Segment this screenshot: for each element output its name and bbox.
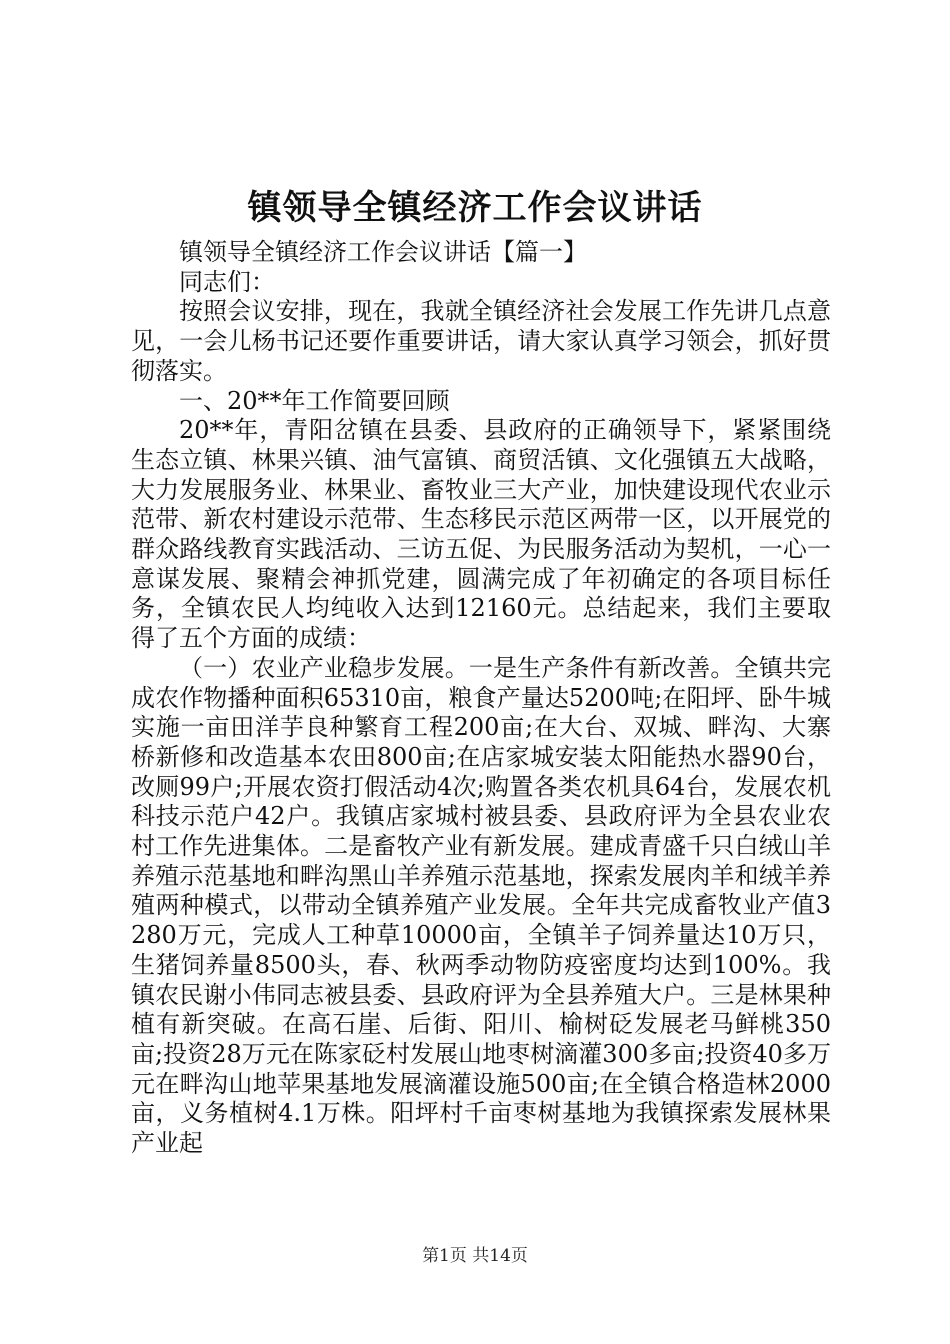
paragraph: （一）农业产业稳步发展。一是生产条件有新改善。全镇共完成农作物播种面积65310亩，粮食产量达5200吨;在阳坪、卧牛城实施一亩田洋芋良种繁育工程200亩;在大台、双城、畔沟、大寨桥新修和改造基本农田800亩;在店家城安装太阳能热水器90台，改厕99户;开展农资打假活动4次;购置各类农机具64台，发展农机科技示范户42户。我镇店家城村被县委、县政府评为全县农业农村工作先进集体。二是畜牧产业有新发展。建成青盛千只白绒山羊养殖示范基地和畔沟黑山羊养殖示范基地，探索发展肉羊和绒羊养殖两种模式，以带动全镇养殖产业发展。全年共完成畜牧业产值3280万元，完成人工种草10000亩，全镇羊子饲养量达10万只，生猪饲养量8500头，春、秋两季动物防疫密度均达到100%。我镇农民谢小伟同志被县委、县政府评为全县养殖大户。三是林果种植有新突破。在高石崖、后街、阳川、榆树砭发展老马鲜桃350亩;投资28万元在陈家砭村发展山地枣树滴灌300多亩;投资40多万元在畔沟山地苹果基地发展滴灌设施500亩;在全镇合格造林2000亩，义务植树4.1万株。阳坪村千亩枣树基地为我镇探索发展林果产业起 [131,653,831,1158]
salutation: 同志们： [179,267,275,296]
subsection-heading: 一、20**年工作简要回顾 [179,386,450,415]
paragraph: 按照会议安排，现在，我就全镇经济社会发展工作先讲几点意见，一会儿杨书记还要作重要讲话，请大家认真学习领会，抓好贯彻落实。 [131,297,831,385]
paragraph: 20**年，青阳岔镇在县委、县政府的正确领导下，紧紧围绕生态立镇、林果兴镇、油气富镇、商贸活镇、文化强镇五大战略，大力发展服务业、林果业、畜牧业三大产业，加快建设现代农业示范带、新农村建设示范带、生态移民示范区两带一区，以开展党的群众路线教育实践活动、三访五促、为民服务活动为契机，一心一意谋发展、聚精会神抓党建，圆满完成了年初确定的各项目标任务，全镇农民人均纯收入达到12160元。总结起来，我们主要取得了五个方面的成绩： [131,416,831,653]
page-number: 第1页 [422,1246,467,1266]
page-total: 共14页 [472,1246,528,1266]
document-title: 镇领导全镇经济工作会议讲话 [247,188,703,228]
section-heading: 镇领导全镇经济工作会议讲话【篇一】 [179,238,587,266]
page-footer [0,1244,950,1268]
document-body [131,238,831,1159]
